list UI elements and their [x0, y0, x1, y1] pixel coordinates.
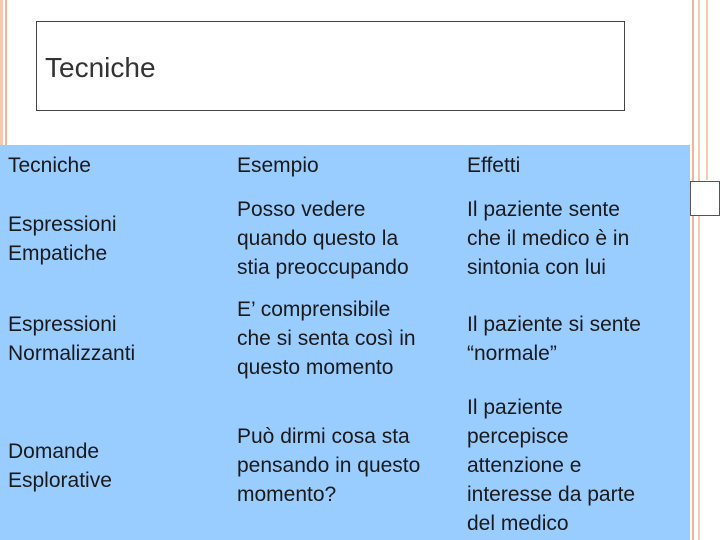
cell-line: sintonia con lui — [467, 256, 606, 279]
row-2-esempio — [237, 295, 459, 382]
cell-line: Esplorative — [8, 468, 112, 492]
header-label: Esempio — [237, 153, 319, 177]
cell-line: quando questo la — [237, 227, 399, 250]
row-3-esempio — [237, 393, 459, 538]
slide-title: Tecniche — [45, 52, 156, 83]
cell-line: Domande — [8, 439, 100, 463]
cell-line: del medico — [467, 512, 569, 535]
row-2-effetti — [467, 295, 687, 382]
row-3-tecnica — [8, 393, 223, 538]
side-decor-box — [690, 181, 720, 216]
cell-line: questo momento — [237, 356, 394, 379]
header-tecniche — [8, 145, 223, 185]
row-3-effetti — [467, 393, 687, 538]
cell-line: pensando in questo — [237, 454, 421, 477]
cell-line: attenzione e — [467, 454, 582, 477]
techniques-table — [0, 145, 690, 540]
right-decor-stripe — [706, 0, 708, 180]
cell-line: che il medico è in — [467, 227, 630, 250]
cell-line: Può dirmi cosa sta — [237, 425, 410, 448]
cell-line: Il paziente si sente — [467, 312, 641, 336]
header-effetti — [467, 145, 687, 185]
right-decor-stripe — [698, 0, 700, 540]
cell-line: che si senta così in — [237, 327, 416, 350]
cell-line: Posso vedere — [237, 198, 366, 221]
cell-line: E’ comprensibile — [237, 298, 391, 321]
row-1-effetti — [467, 195, 687, 282]
header-label: Effetti — [467, 153, 521, 177]
title-placeholder — [36, 21, 625, 111]
row-2-tecnica — [8, 295, 223, 382]
cell-line: Espressioni — [8, 212, 117, 236]
cell-line: “normale” — [467, 341, 557, 365]
row-1-esempio — [237, 195, 459, 282]
cell-line: Normalizzanti — [8, 341, 136, 365]
cell-line: interesse da parte — [467, 483, 636, 506]
cell-line: Il paziente sente — [467, 198, 620, 221]
cell-line: Espressioni — [8, 312, 117, 336]
cell-line: Empatiche — [8, 241, 108, 265]
cell-line: stia preoccupando — [237, 256, 409, 279]
cell-line: Il paziente — [467, 396, 563, 419]
header-esempio — [237, 145, 459, 185]
cell-line: momento? — [237, 483, 337, 506]
row-1-tecnica — [8, 195, 223, 282]
right-decor-stripe — [692, 0, 694, 540]
header-label: Tecniche — [8, 153, 91, 177]
cell-line: percepisce — [467, 425, 569, 448]
